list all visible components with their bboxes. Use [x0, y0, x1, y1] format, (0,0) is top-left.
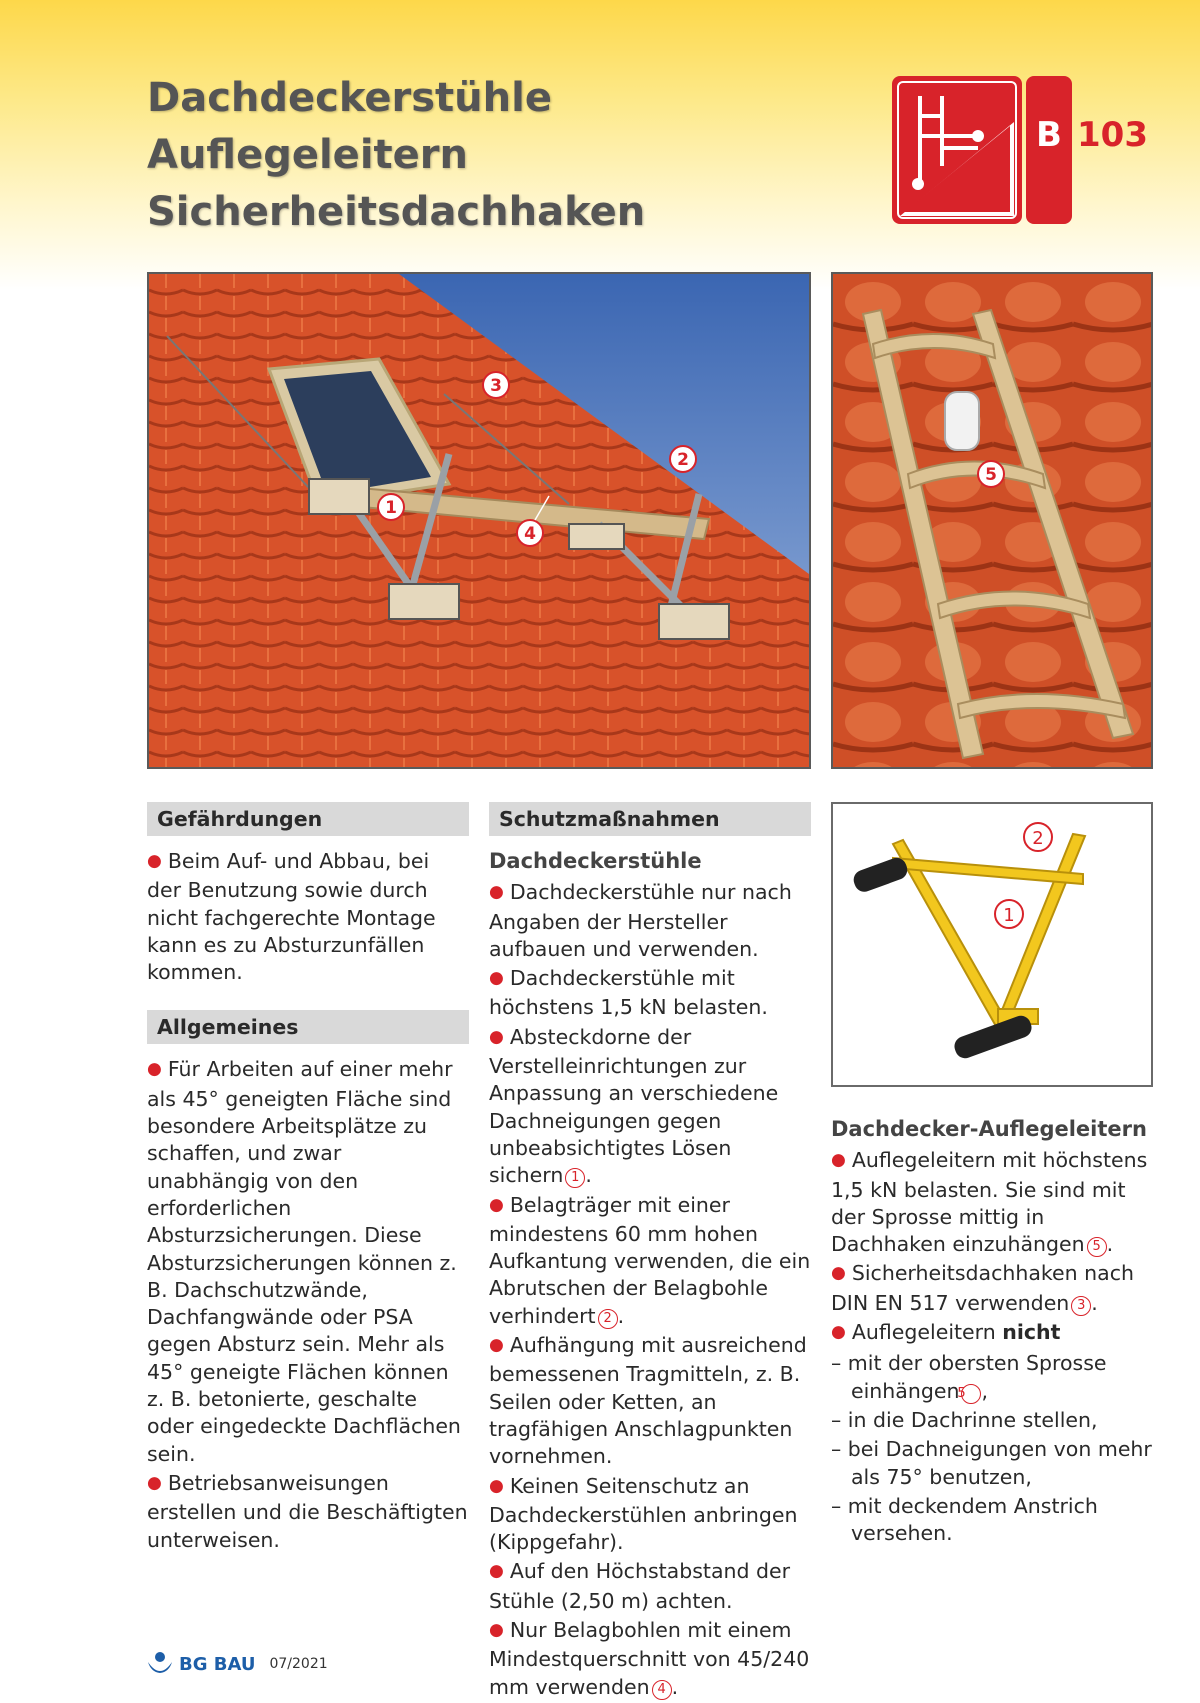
bullet-icon: ●	[147, 851, 162, 871]
list-item: ● Auflegeleitern nicht	[831, 1320, 1061, 1345]
reference-marker: 4	[652, 1680, 672, 1700]
callout-5: 5	[985, 465, 997, 485]
column-ladders	[831, 1116, 1153, 1549]
title-line-3: Sicherheitsdachhaken	[147, 189, 646, 235]
photo-chair-detail	[831, 802, 1153, 1087]
topic-logo	[892, 76, 1154, 228]
bullet-icon: ●	[489, 1561, 504, 1582]
callout-2: 2	[677, 450, 689, 470]
logo-code-number: 103	[1077, 115, 1148, 155]
dash-item: – in die Dachrinne stellen,	[831, 1407, 1098, 1432]
measures-list	[489, 879, 811, 1701]
subheading-dachdeckerstuehle: Dachdeckerstühle	[489, 849, 702, 873]
reference-marker: 1	[565, 1168, 585, 1188]
list-item: ● Auf den Höchstabstand der Stühle (2,50 m) achten.	[489, 1559, 791, 1613]
list-item: ● Für Arbeiten auf einer mehr als 45° geneigten Fläche sind besondere Arbeitsplätze zu schaffen, und zwar unabhängig von den erforderlichen Absturzsicherungen. Diese Absturzsicherungen können z. B. Dachschutzwände, Dachfangwände oder PSA gegen Absturz sein. Mehr als 45° geneigte Flächen können z. B. betonierte, geschalte oder eingedeckte Dachflächen sein.	[147, 1057, 461, 1466]
callout-4: 4	[524, 524, 536, 544]
list-item: ● Betriebsanweisungen erstellen und die Beschäftigten unterweisen.	[147, 1470, 468, 1552]
section-heading-schutzmassnahmen: Schutzmaßnahmen	[489, 802, 811, 836]
bullet-icon: ●	[489, 1475, 504, 1496]
list-item: ● Sicherheitsdachhaken nach DIN EN 517 verwenden 3 .	[831, 1261, 1134, 1315]
list-item: ● Belagträger mit einer mindestens 60 mm hohen Aufkantung verwenden, die ein Abrutschen der Belagbohle verhindert 2 .	[489, 1192, 811, 1328]
bullet-icon: ●	[831, 1263, 846, 1284]
list-item: ● Dachdeckerstühle mit höchstens 1,5 kN belasten.	[489, 966, 768, 1020]
list-item: ● Beim Auf- und Abbau, bei der Benutzung sowie durch nicht fachgerechte Montage kann es zu Absturzunfällen kommen.	[147, 849, 436, 985]
reference-marker: 5	[961, 1384, 981, 1404]
column-hazards	[147, 802, 469, 1556]
column-protective-measures	[489, 802, 811, 1703]
page-title	[147, 70, 645, 241]
footer-date: 07/2021	[269, 1656, 328, 1672]
ladder-dash-list	[831, 1350, 1153, 1547]
callout-detail-1: 1	[1003, 905, 1015, 926]
ladder-list	[831, 1147, 1153, 1317]
bullet-icon: ●	[489, 1335, 504, 1356]
list-item: ● Aufhängung mit ausreichend bemessenen Tragmitteln, z. B. Seilen oder Ketten, an tragfähigen Anschlagpunkten vornehmen.	[489, 1333, 807, 1469]
dash-item: – mit der obersten Sprosse einhängen5 ,	[831, 1351, 1107, 1403]
list-item: ● Absteckdorne der Verstelleinrichtungen zur Anpassung an verschiedene Dachneigungen gegen unbeabsichtigtes Lösen sichern 1 .	[489, 1024, 779, 1188]
dash-item: – mit deckendem Anstrich versehen.	[831, 1493, 1098, 1546]
list-item: ● Keinen Seitenschutz an Dachdeckerstühlen anbringen (Kippgefahr).	[489, 1473, 798, 1555]
title-line-2: Auflegeleitern	[147, 132, 468, 178]
bullet-icon: ●	[831, 1150, 846, 1171]
reference-marker: 5	[1087, 1237, 1107, 1257]
title-line-1: Dachdeckerstühle	[147, 75, 552, 121]
list-item: ● Nur Belagbohlen mit einem Mindestquerschnitt von 45/240 mm verwenden 4 .	[489, 1618, 810, 1699]
reference-marker: 2	[598, 1309, 618, 1329]
list-item: ● Auflegeleitern mit höchstens 1,5 kN belasten. Sie sind mit der Sprosse mittig in Dachhaken einzuhängen 5 .	[831, 1148, 1148, 1257]
bullet-icon: ●	[489, 968, 504, 989]
section-heading-gefaehrdungen: Gefährdungen	[147, 802, 469, 836]
subheading-auflegeleitern: Dachdecker-Auflegeleitern	[831, 1117, 1147, 1141]
callout-detail-2: 2	[1032, 828, 1044, 849]
bullet-icon: ●	[489, 1194, 504, 1215]
logo-code-letter: B	[1036, 115, 1062, 155]
bg-bau-logo-icon	[147, 1652, 173, 1676]
bullet-icon: ●	[489, 882, 504, 903]
dash-item: – bei Dachneigungen von mehr als 75° benutzen,	[831, 1437, 1152, 1489]
callout-1: 1	[385, 498, 397, 518]
photo-roofer-chairs	[147, 272, 811, 769]
callout-3: 3	[490, 376, 502, 396]
bullet-icon: ●	[147, 1472, 162, 1493]
section-heading-allgemeines: Allgemeines	[147, 1010, 469, 1044]
footer	[147, 1652, 328, 1676]
photo-roof-ladder	[831, 272, 1153, 769]
reference-marker: 3	[1071, 1296, 1091, 1316]
bullet-icon: ●	[489, 1620, 504, 1641]
footer-brand: BG BAU	[179, 1653, 256, 1675]
bullet-icon: ●	[831, 1322, 846, 1343]
bullet-icon: ●	[489, 1026, 504, 1047]
list-item: ● Dachdeckerstühle nur nach Angaben der Hersteller aufbauen und verwenden.	[489, 880, 792, 961]
bullet-icon: ●	[147, 1059, 162, 1080]
